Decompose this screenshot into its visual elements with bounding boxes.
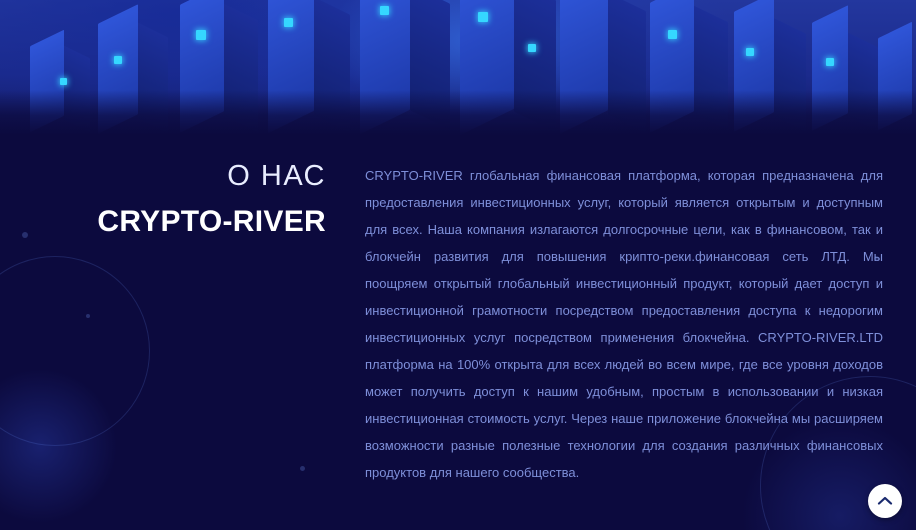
decorative-dot	[300, 466, 305, 471]
hero-window-glow	[826, 58, 834, 66]
hero-bottom-fade	[0, 90, 916, 136]
decorative-ring	[0, 256, 150, 446]
about-text-column	[365, 162, 883, 486]
hero-window-glow	[196, 30, 206, 40]
about-paragraph: CRYPTO-RIVER глобальная финансовая платформа, которая предназначена для предоставления инвестиционных услуг, который является открытым и доступным для всех. Наша компания излагаются долгосрочные цели, как в финансовом, так и блокчейн развития для повышения крипто-реки.финансовая сеть ЛТД. Мы поощряем открытый глобальный инвестиционный продукт, который дает доступ и инвестиционной грамотности посредством предоставления доступа к недорогим инвестиционных услуг посредством применения блокчейна. CRYPTO-RIVER.LTD платформа на 100% открыта для всех людей во всем мире, где все уровня доходов может получить доступ к нашим удобным, простым в использовании и низкая инвестиционная стоимость услуг. Через наше приложение блокчейна мы расширяем возможности разные полезные технологии для создания различных финансовых продуктов для нашего сообщества.	[365, 168, 883, 480]
hero-window-glow	[668, 30, 677, 39]
hero-banner	[0, 0, 916, 136]
page-title: О НАС	[227, 160, 326, 192]
brand-title: CRYPTO-RIVER	[97, 205, 326, 239]
hero-window-glow	[284, 18, 293, 27]
about-heading	[0, 158, 340, 241]
scroll-to-top-button[interactable]	[868, 484, 902, 518]
about-section	[0, 136, 916, 530]
hero-window-glow	[380, 6, 389, 15]
hero-window-glow	[746, 48, 754, 56]
hero-window-glow	[114, 56, 122, 64]
hero-window-glow	[528, 44, 536, 52]
hero-window-glow	[60, 78, 67, 85]
hero-window-glow	[478, 12, 488, 22]
chevron-up-icon	[877, 495, 893, 507]
